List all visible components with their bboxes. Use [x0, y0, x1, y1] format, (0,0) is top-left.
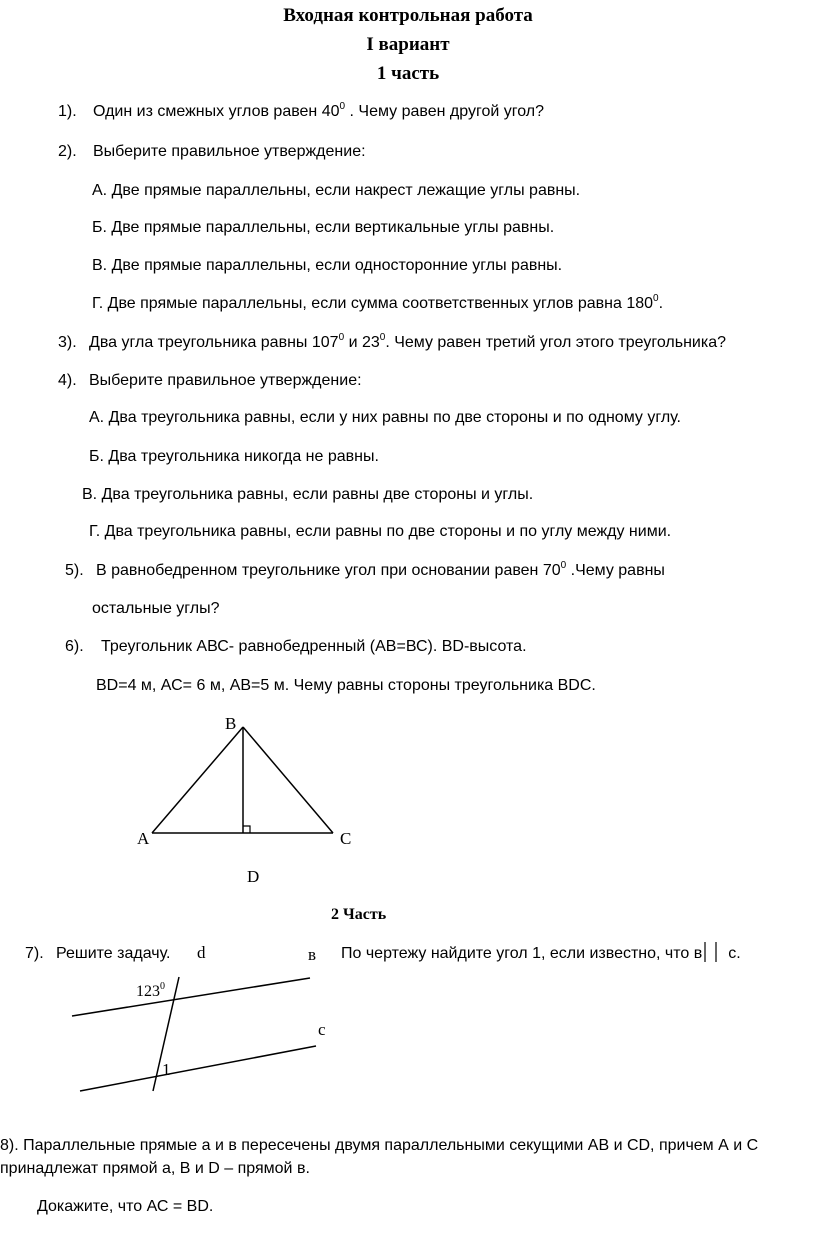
q4-option-b: Б. Два треугольника никогда не равны. [89, 448, 379, 465]
q1-text-b: . Чему равен другой угол? [345, 103, 544, 120]
q2-option-b: Б. Две прямые параллельны, если вертикальные углы равны. [92, 219, 555, 236]
angle-value: 123 [136, 983, 160, 1000]
q2-text: Выберите правильное утверждение: [93, 143, 366, 160]
q7-number: 7). [25, 945, 44, 962]
q7-condition-b: с. [728, 945, 741, 962]
q8-line1: 8). Параллельные прямые а и в пересечены двумя параллельными секущими АВ и СD, причем А и С [0, 1137, 759, 1154]
q4-number: 4). [58, 372, 77, 389]
q8-line3: Докажите, что АС = ВD. [37, 1198, 214, 1215]
q3-text-a: Два угла треугольника равны 107 [89, 334, 339, 351]
part1-title: 1 часть [376, 63, 440, 84]
q6-line2: ВD=4 м, АС= 6 м, АВ=5 м. Чему равны стороны треугольника ВDС. [96, 677, 596, 694]
q4-option-a: А. Два треугольника равны, если у них равны по две стороны и по одному углу. [89, 409, 681, 426]
q3-degree-sup-2: 0 [379, 332, 386, 343]
q3-number: 3). [58, 334, 77, 351]
q7-text: Решите задачу. [56, 945, 171, 962]
vertex-a-label: A [137, 829, 150, 848]
q2-option-d-a: Г. Две прямые параллельны, если сумма соответственных углов равна 180 [92, 295, 654, 312]
line-c [80, 1046, 316, 1091]
q3-text-c: . Чему равен третий угол этого треугольника? [385, 334, 726, 351]
q3-degree-sup-1: 0 [338, 332, 345, 343]
q5-text-line2: остальные углы? [92, 600, 220, 617]
angle-1-label: 1 [162, 1060, 171, 1079]
q4-option-c: В. Два треугольника равны, если равны две стороны и углы. [82, 486, 534, 503]
q4-option-d: Г. Два треугольника равны, если равны по две стороны и по углу между ними. [89, 523, 672, 540]
q5-degree-sup: 0 [560, 560, 567, 571]
angle-label-123 [136, 981, 165, 1000]
q2-number: 2). [58, 143, 77, 160]
angle-degree-sup: 0 [160, 981, 165, 992]
line-v [72, 978, 310, 1016]
q2-option-c: В. Две прямые параллельны, если односторонние углы равны. [92, 257, 563, 274]
q6-number: 6). [65, 638, 84, 655]
part2-title: 2 Часть [331, 906, 387, 923]
vertex-c-label: C [340, 829, 352, 848]
q2-option-a: А. Две прямые параллельны, если накрест лежащие углы равны. [92, 182, 581, 199]
line-v-label: в [308, 945, 317, 964]
q3-text-b: и 23 [344, 334, 380, 351]
q7-condition-a: По чертежу найдите угол 1, если известно, что в [341, 945, 703, 962]
q5-text-a: В равнобедренном треугольнике угол при основании равен 70 [96, 562, 561, 579]
line-c-label: с [318, 1020, 326, 1039]
q2-option-d-b: . [658, 295, 664, 312]
q5-number: 5). [65, 562, 84, 579]
q1-number: 1). [58, 103, 77, 120]
q2-degree-sup: 0 [653, 293, 659, 304]
q4-text: Выберите правильное утверждение: [89, 372, 362, 389]
page-title: Входная контрольная работа [283, 5, 533, 26]
q8-line2: принадлежат прямой а, В и D – прямой в. [0, 1160, 310, 1177]
q1-text-a: Один из смежных углов равен 40 [93, 103, 340, 120]
vertex-b-label: B [225, 714, 237, 733]
variant-title: I вариант [366, 34, 450, 55]
line-d-label: d [197, 943, 206, 962]
vertex-d-label: D [247, 867, 260, 886]
q5-text-b: .Чему равны [566, 562, 665, 579]
q6-line1: Треугольник АВС- равнобедренный (АВ=ВС). ВD-высота. [101, 638, 527, 655]
q1-degree-sup: 0 [339, 101, 346, 112]
